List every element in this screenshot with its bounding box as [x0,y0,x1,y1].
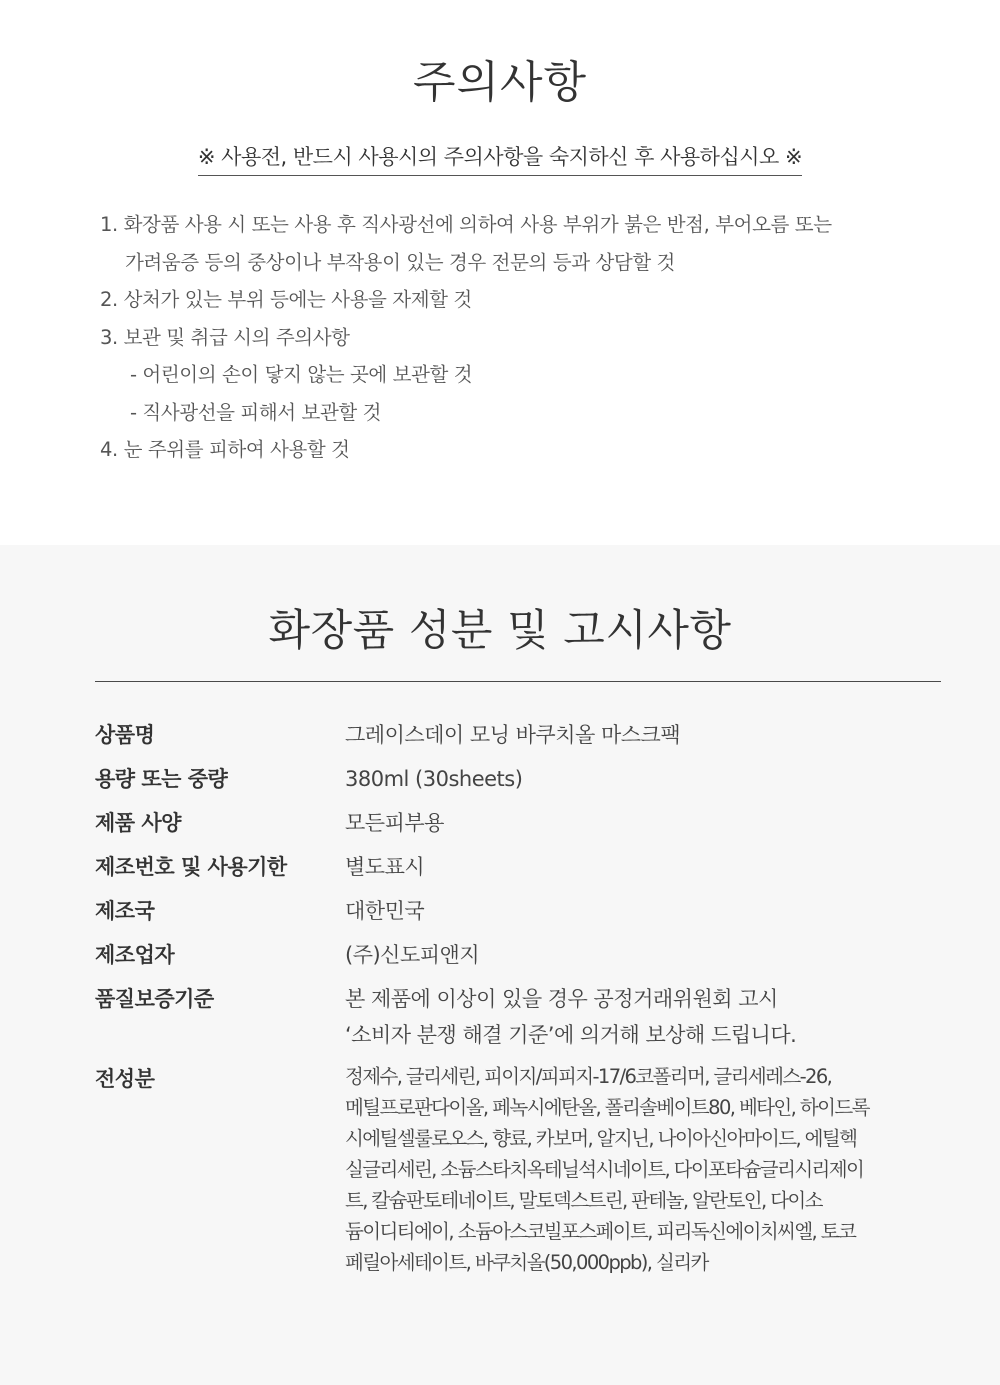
caution-section [0,0,1000,545]
caution-title: 주의사항 [412,57,587,108]
info-label: 제조업자 [95,943,175,967]
caution-item-1: 1. 화장품 사용 시 또는 사용 후 직사광선에 의하여 사용 부위가 붉은 반점, 부어오름 또는 [100,213,832,236]
info-value: 별도표시 [345,855,425,879]
ingredients-line: 시에틸셀룰로오스, 향료, 카보머, 알지닌, 나이아신아마이드, 에틸헥 [345,1127,857,1150]
ingredients-line: 페릴아세테이트, 바쿠치올(50,000ppb), 실리카 [345,1251,708,1274]
ingredients-line: 실글리세린, 소듐스타치옥테닐석시네이트, 다이포타슘글리시리제이 [345,1158,864,1181]
caution-subtitle: ※ 사용전, 반드시 사용시의 주의사항을 숙지하신 후 사용하십시오 ※ [198,141,802,176]
info-label: 제품 사양 [95,811,181,835]
info-value: (주)신도피앤지 [345,943,480,967]
caution-item-4: 4. 눈 주위를 피하여 사용할 것 [100,438,350,461]
info-label: 제조국 [95,899,155,923]
ingredients-line: 듐이디티에이, 소듐아스코빌포스페이트, 피리독신에이치씨엘, 토코 [345,1220,856,1243]
caution-item-1-continued: 가려움증 등의 중상이나 부작용이 있는 경우 전문의 등과 상담할 것 [125,250,675,274]
caution-item-3: 3. 보관 및 취급 시의 주의사항 [100,325,350,349]
info-label: 전성분 [95,1067,155,1091]
ingredients-list [345,1061,910,1278]
notice-title: 화장품 성분 및 고시사항 [268,606,732,656]
notice-divider [95,681,941,682]
caution-subitem-3a: - 어린이의 손이 닿지 않는 곳에 보관할 것 [130,363,473,386]
ingredients-line: 메틸프로판다이올, 페녹시에탄올, 폴리솔베이트80, 베타인, 하이드록 [345,1096,869,1119]
notice-section [0,545,1000,1385]
ingredients-line: 트, 칼슘판토테네이트, 말토덱스트린, 판테놀, 알란토인, 다이소 [345,1189,822,1212]
info-value-line: 본 제품에 이상이 있을 경우 공정거래위원회 고시 [345,987,778,1011]
info-value: 모든피부용 [345,811,444,835]
caution-subitem-3b: - 직사광선을 피해서 보관할 것 [130,400,382,424]
ingredients-line: 정제수, 글리세린, 피이지/피피지-17/6코폴리머, 글리세레스-26, [345,1065,832,1088]
info-value: 380ml (30sheets) [345,767,523,791]
caution-item-2: 2. 상처가 있는 부위 등에는 사용을 자제할 것 [100,288,472,311]
info-value [345,981,910,1053]
info-value-line: ‘소비자 분쟁 해결 기준’에 의거해 보상해 드립니다. [345,1023,797,1047]
info-value: 그레이스데이 모닝 바쿠치올 마스크팩 [345,723,681,747]
info-value: 대한민국 [345,899,425,923]
caution-list [100,206,930,469]
info-label: 제조번호 및 사용기한 [95,855,287,879]
info-label: 품질보증기준 [95,987,214,1011]
info-label: 상품명 [95,723,155,747]
info-label: 용량 또는 중량 [95,767,228,791]
caution-subtitle-wrap [0,141,1000,176]
